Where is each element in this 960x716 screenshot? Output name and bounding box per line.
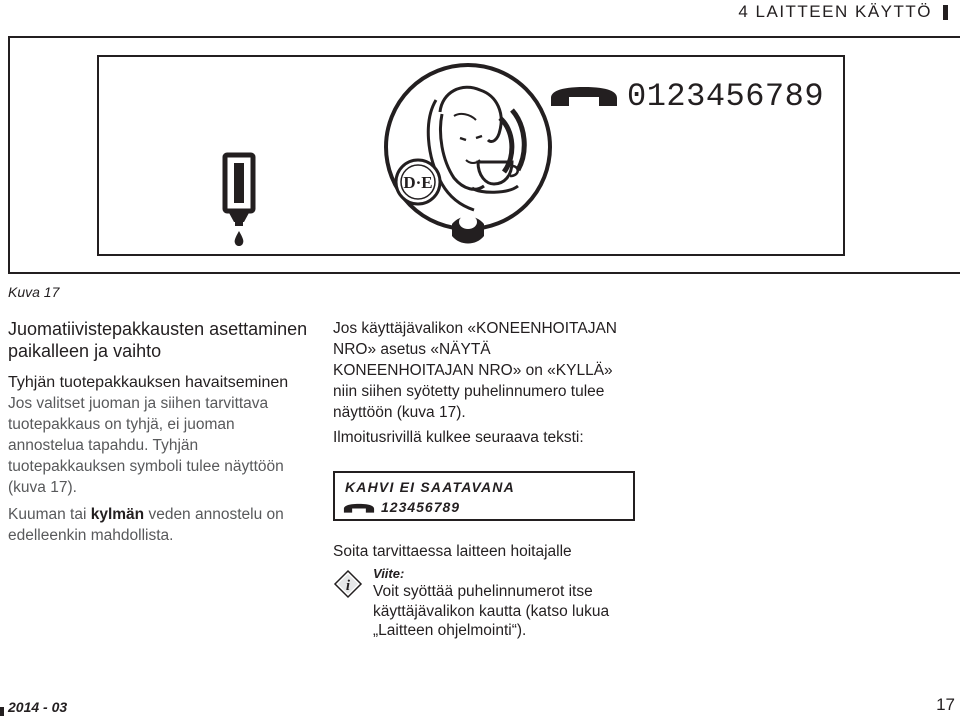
- header-bar: [943, 5, 948, 20]
- section-title: 4 LAITTEEN KÄYTTÖ: [738, 2, 932, 21]
- notice-line-2: 123456789: [381, 499, 461, 515]
- notice-box: [333, 471, 635, 521]
- logo-text: D·E: [403, 173, 433, 192]
- bold-word: kylmän: [90, 506, 145, 523]
- note-label: Viite:: [373, 566, 405, 581]
- info-icon: [333, 569, 363, 599]
- phone-icon: [343, 501, 375, 515]
- page-number: 17: [936, 695, 955, 714]
- svg-text:i: i: [345, 578, 351, 594]
- display-phone-number: 0123456789: [627, 78, 825, 115]
- notice-line-1: KAHVI EI SAATAVANA: [345, 479, 515, 495]
- section-heading: Juomatiivistepakkausten asettaminen paikalleen ja vaihto: [8, 319, 308, 361]
- subsection-heading: Tyhjän tuotepakkauksen havaitseminen: [8, 374, 289, 391]
- left-column: [8, 318, 313, 546]
- call-operator-text: Soita tarvittaessa laitteen hoitajalle: [333, 543, 572, 560]
- paragraph-water: Kuuman tai kylmän veden annostelu on edelleenkin mahdollista.: [8, 506, 284, 544]
- paragraph-operator-number: Jos käyttäjävalikon «KONEENHOITAJAN NRO» asetus «NÄYTÄ KONEENHOITAJAN NRO» on «KYLLÄ» niin siihen syötetty puhelinnumero tulee näyttöön (kuva 17).: [333, 320, 617, 421]
- footer-marker: [0, 707, 4, 716]
- note-text: Voit syöttää puhelinnumerot itse käyttäjävalikon kautta (katso lukua „Laitteen ohjelmointi“).: [373, 583, 610, 639]
- paragraph-notice-intro: Ilmoitusrivillä kulkee seuraava teksti:: [333, 429, 584, 446]
- empty-product-pack-icon: [222, 152, 260, 252]
- right-column: [333, 318, 633, 448]
- douwe-egberts-logo: [380, 60, 560, 260]
- paragraph-empty-pack: Jos valitset juoman ja siihen tarvittava tuotepakkaus on tyhjä, ei juoman annostelua tapahdu. Tyhjän tuotepakkauksen symboli tulee näyttöön (kuva 17).: [8, 395, 284, 496]
- footer-date: 2014 - 03: [8, 699, 68, 715]
- figure-caption: Kuva 17: [8, 284, 60, 300]
- phone-icon: [549, 82, 619, 110]
